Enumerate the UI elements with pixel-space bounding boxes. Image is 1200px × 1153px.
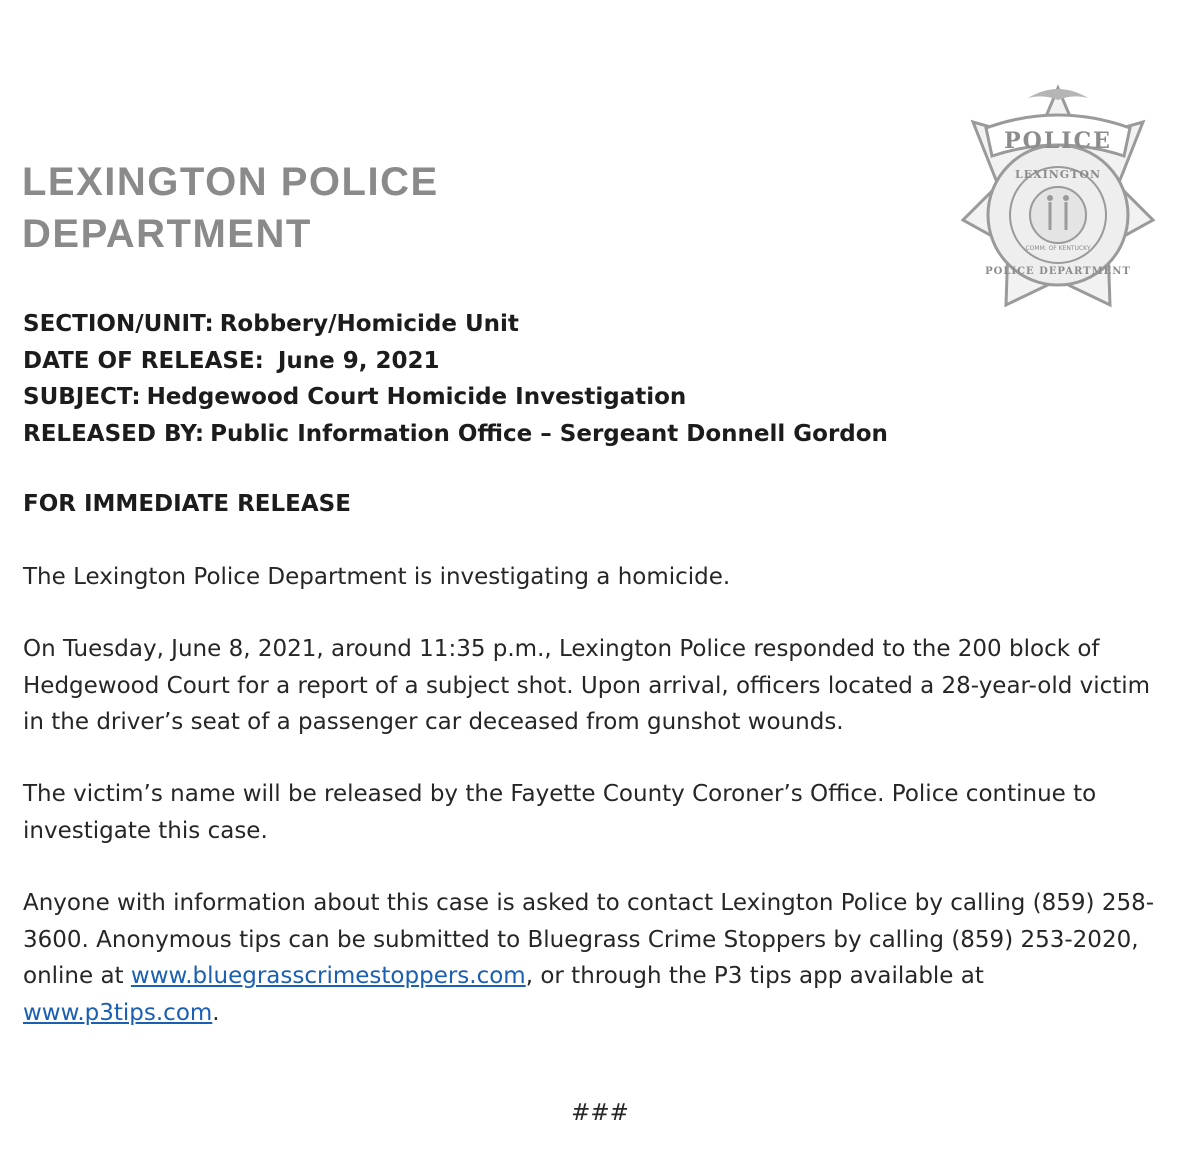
section-label: SECTION/UNIT: — [23, 311, 214, 337]
released-value: Public Information Office – Sergeant Donnell Gordon — [210, 420, 888, 447]
title-line-1: LEXINGTON POLICE — [22, 160, 439, 204]
date-label: DATE OF RELEASE: — [23, 347, 264, 374]
badge-upper-ring-text: LEXINGTON — [1014, 168, 1102, 181]
section-value: Robbery/Homicide Unit — [219, 311, 519, 337]
badge-top-text: POLICE — [1004, 128, 1112, 154]
section-unit-row — [23, 306, 888, 343]
subject-label: SUBJECT: — [23, 384, 141, 410]
release-notice: FOR IMMEDIATE RELEASE — [23, 491, 351, 517]
coroner-paragraph: The victim’s name will be released by the Fayette County Coroner’s Office. Police continue to investigate this case. — [23, 781, 1097, 844]
contact-paragraph — [23, 885, 1163, 1031]
released-by-row — [23, 416, 888, 453]
release-date-row — [23, 343, 888, 380]
subject-row — [23, 379, 888, 416]
release-metadata — [23, 306, 888, 452]
contact-text-a: Anyone with information about this case is asked to contact Lexington Police by calling (859) 258-3600. Anonymous tips can be submitted to Bluegrass Crime Stoppers by calling (859) 253-2020, online at — [23, 890, 1155, 989]
released-label: RELEASED BY: — [23, 420, 205, 447]
contact-text-c: . — [212, 999, 220, 1026]
p3tips-link[interactable]: www.p3tips.com — [23, 999, 213, 1026]
incident-paragraph: On Tuesday, June 8, 2021, around 11:35 p.m., Lexington Police responded to the 200 block of Hedgewood Court for a report of a subject shot. Upon arrival, officers located a 28-year-old victim in the driver’s seat of a passenger car deceased from gunshot wounds. — [23, 636, 1151, 735]
department-title — [22, 156, 439, 260]
intro-paragraph: The Lexington Police Department is investigating a homicide. — [23, 564, 731, 590]
badge-lower-ring-text: POLICE DEPARTMENT — [985, 266, 1131, 277]
title-line-2: DEPARTMENT — [22, 212, 312, 256]
subject-value: Hedgewood Court Homicide Investigation — [146, 384, 687, 410]
police-badge-icon — [958, 80, 1158, 330]
crimestoppers-link[interactable]: www.bluegrasscrimestoppers.com — [130, 963, 526, 989]
date-value: June 9, 2021 — [277, 347, 440, 374]
badge-seal-text: COMM. OF KENTUCKY — [1025, 245, 1091, 252]
end-mark: ### — [571, 1100, 629, 1126]
contact-text-b: , or through the P3 tips app available at — [525, 963, 984, 989]
